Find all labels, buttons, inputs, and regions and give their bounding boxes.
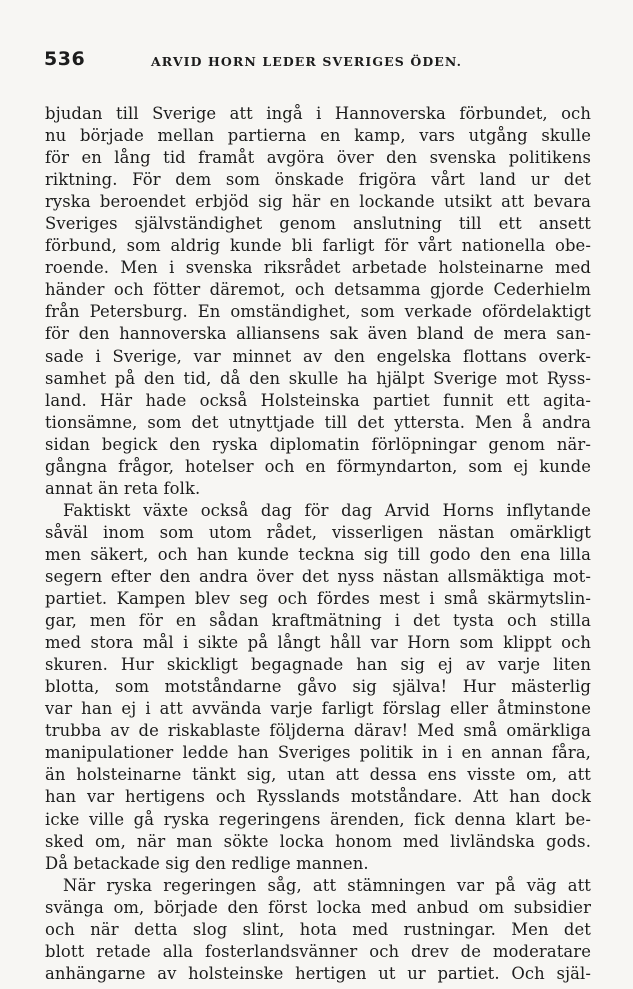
- text-line: När ryska regeringen såg, att stämningen var på väg att: [63, 875, 591, 895]
- text-line: ryska beroendet erbjöd sig här en lockande utsikt att bevara: [45, 192, 591, 212]
- text-line: Sveriges självständighet genom anslutning till ett ansett: [45, 214, 591, 234]
- text-line: bjudan till Sverige att ingå i Hannoverska förbundet, och: [45, 104, 591, 123]
- text-line: gar, men för en sådan kraftmätning i det tysta och stilla: [45, 611, 591, 631]
- text-line: Faktiskt växte också dag för dag Arvid Horns inflytande: [63, 500, 591, 520]
- text-line: var han ej i att avvända varje farligt förslag eller åtminstone: [45, 699, 591, 719]
- page-number: 536: [44, 48, 86, 70]
- text-line: för den hannoverska alliansens sak även bland de mera san-: [45, 324, 591, 344]
- text-line: sked om, när man sökte locka honom med livländska gods.: [45, 831, 591, 851]
- text-line: blott retade alla fosterlandsvänner och drev de moderatare: [45, 941, 591, 961]
- text-line: skuren. Hur skickligt begagnade han sig ej av varje liten: [45, 655, 591, 675]
- text-line: såväl inom som utom rådet, visserligen nästan omärkligt: [45, 522, 591, 542]
- text-line: sade i Sverige, var minnet av den engelska flottans overk-: [45, 346, 591, 366]
- text-line: men säkert, och han kunde teckna sig till godo den ena lilla: [45, 544, 591, 564]
- text-line: och när detta slog slint, hota med rustningar. Men det: [45, 919, 591, 939]
- text-line: sidan begick den ryska diplomatin förlöpningar genom när-: [45, 434, 591, 454]
- text-line: blotta, som motståndarne gåvo sig själva! Hur mästerlig: [45, 677, 591, 697]
- text-line: roende. Men i svenska riksrådet arbetade holsteinarne med: [45, 258, 591, 278]
- text-line: samhet på den tid, då den skulle ha hjälpt Sverige mot Ryss-: [45, 368, 591, 388]
- text-line: Då betackade sig den redlige mannen.: [45, 853, 369, 873]
- text-line: nu började mellan partierna en kamp, vars utgång skulle: [45, 126, 591, 146]
- text-line: tionsämne, som det utnyttjade till det yttersta. Men å andra: [45, 412, 591, 432]
- running-title: ARVID HORN LEDER SVERIGES ÖDEN.: [151, 54, 463, 69]
- text-line: gångna frågor, hotelser och en förmyndarton, som ej kunde: [45, 456, 591, 476]
- text-line: trubba av de riskablaste följderna därav! Med små omärkliga: [45, 721, 591, 741]
- text-line: segern efter den andra över det nyss nästan allsmäktiga mot-: [45, 566, 591, 586]
- page-header: [44, 48, 604, 78]
- text-line: riktning. För dem som önskade frigöra vårt land ur det: [45, 170, 591, 190]
- text-line: förbund, som aldrig kunde bli farligt för vårt nationella obe-: [45, 236, 591, 256]
- text-line: för en lång tid framåt avgöra över den svenska politikens: [45, 148, 591, 168]
- text-line: från Petersburg. En omständighet, som verkade ofördelaktigt: [45, 302, 591, 322]
- text-line: svänga om, började den först locka med anbud om subsidier: [45, 897, 591, 917]
- body-text: [45, 103, 591, 985]
- text-line: annat än reta folk.: [45, 478, 201, 498]
- text-line: han var hertigens och Rysslands motståndare. Att han dock: [45, 787, 591, 807]
- text-line: partiet. Kampen blev seg och fördes mest i små skärmytslin-: [45, 589, 591, 609]
- text-line: anhängarne av holsteinske hertigen ut ur partiet. Och själ-: [45, 963, 591, 983]
- text-line: land. Här hade också Holsteinska partiet funnit ett agita-: [45, 390, 591, 410]
- text-line: med stora mål i sikte på långt håll var Horn som klippt och: [45, 633, 591, 653]
- text-line: icke ville gå ryska regeringens ärenden, fick denna klart be-: [45, 809, 591, 829]
- text-line: händer och fötter däremot, och detsamma gjorde Cederhielm: [45, 280, 591, 300]
- text-line: manipulationer ledde han Sveriges politik in i en annan fåra,: [45, 743, 591, 763]
- text-line: än holsteinarne tänkt sig, utan att dessa ens visste om, att: [45, 765, 591, 785]
